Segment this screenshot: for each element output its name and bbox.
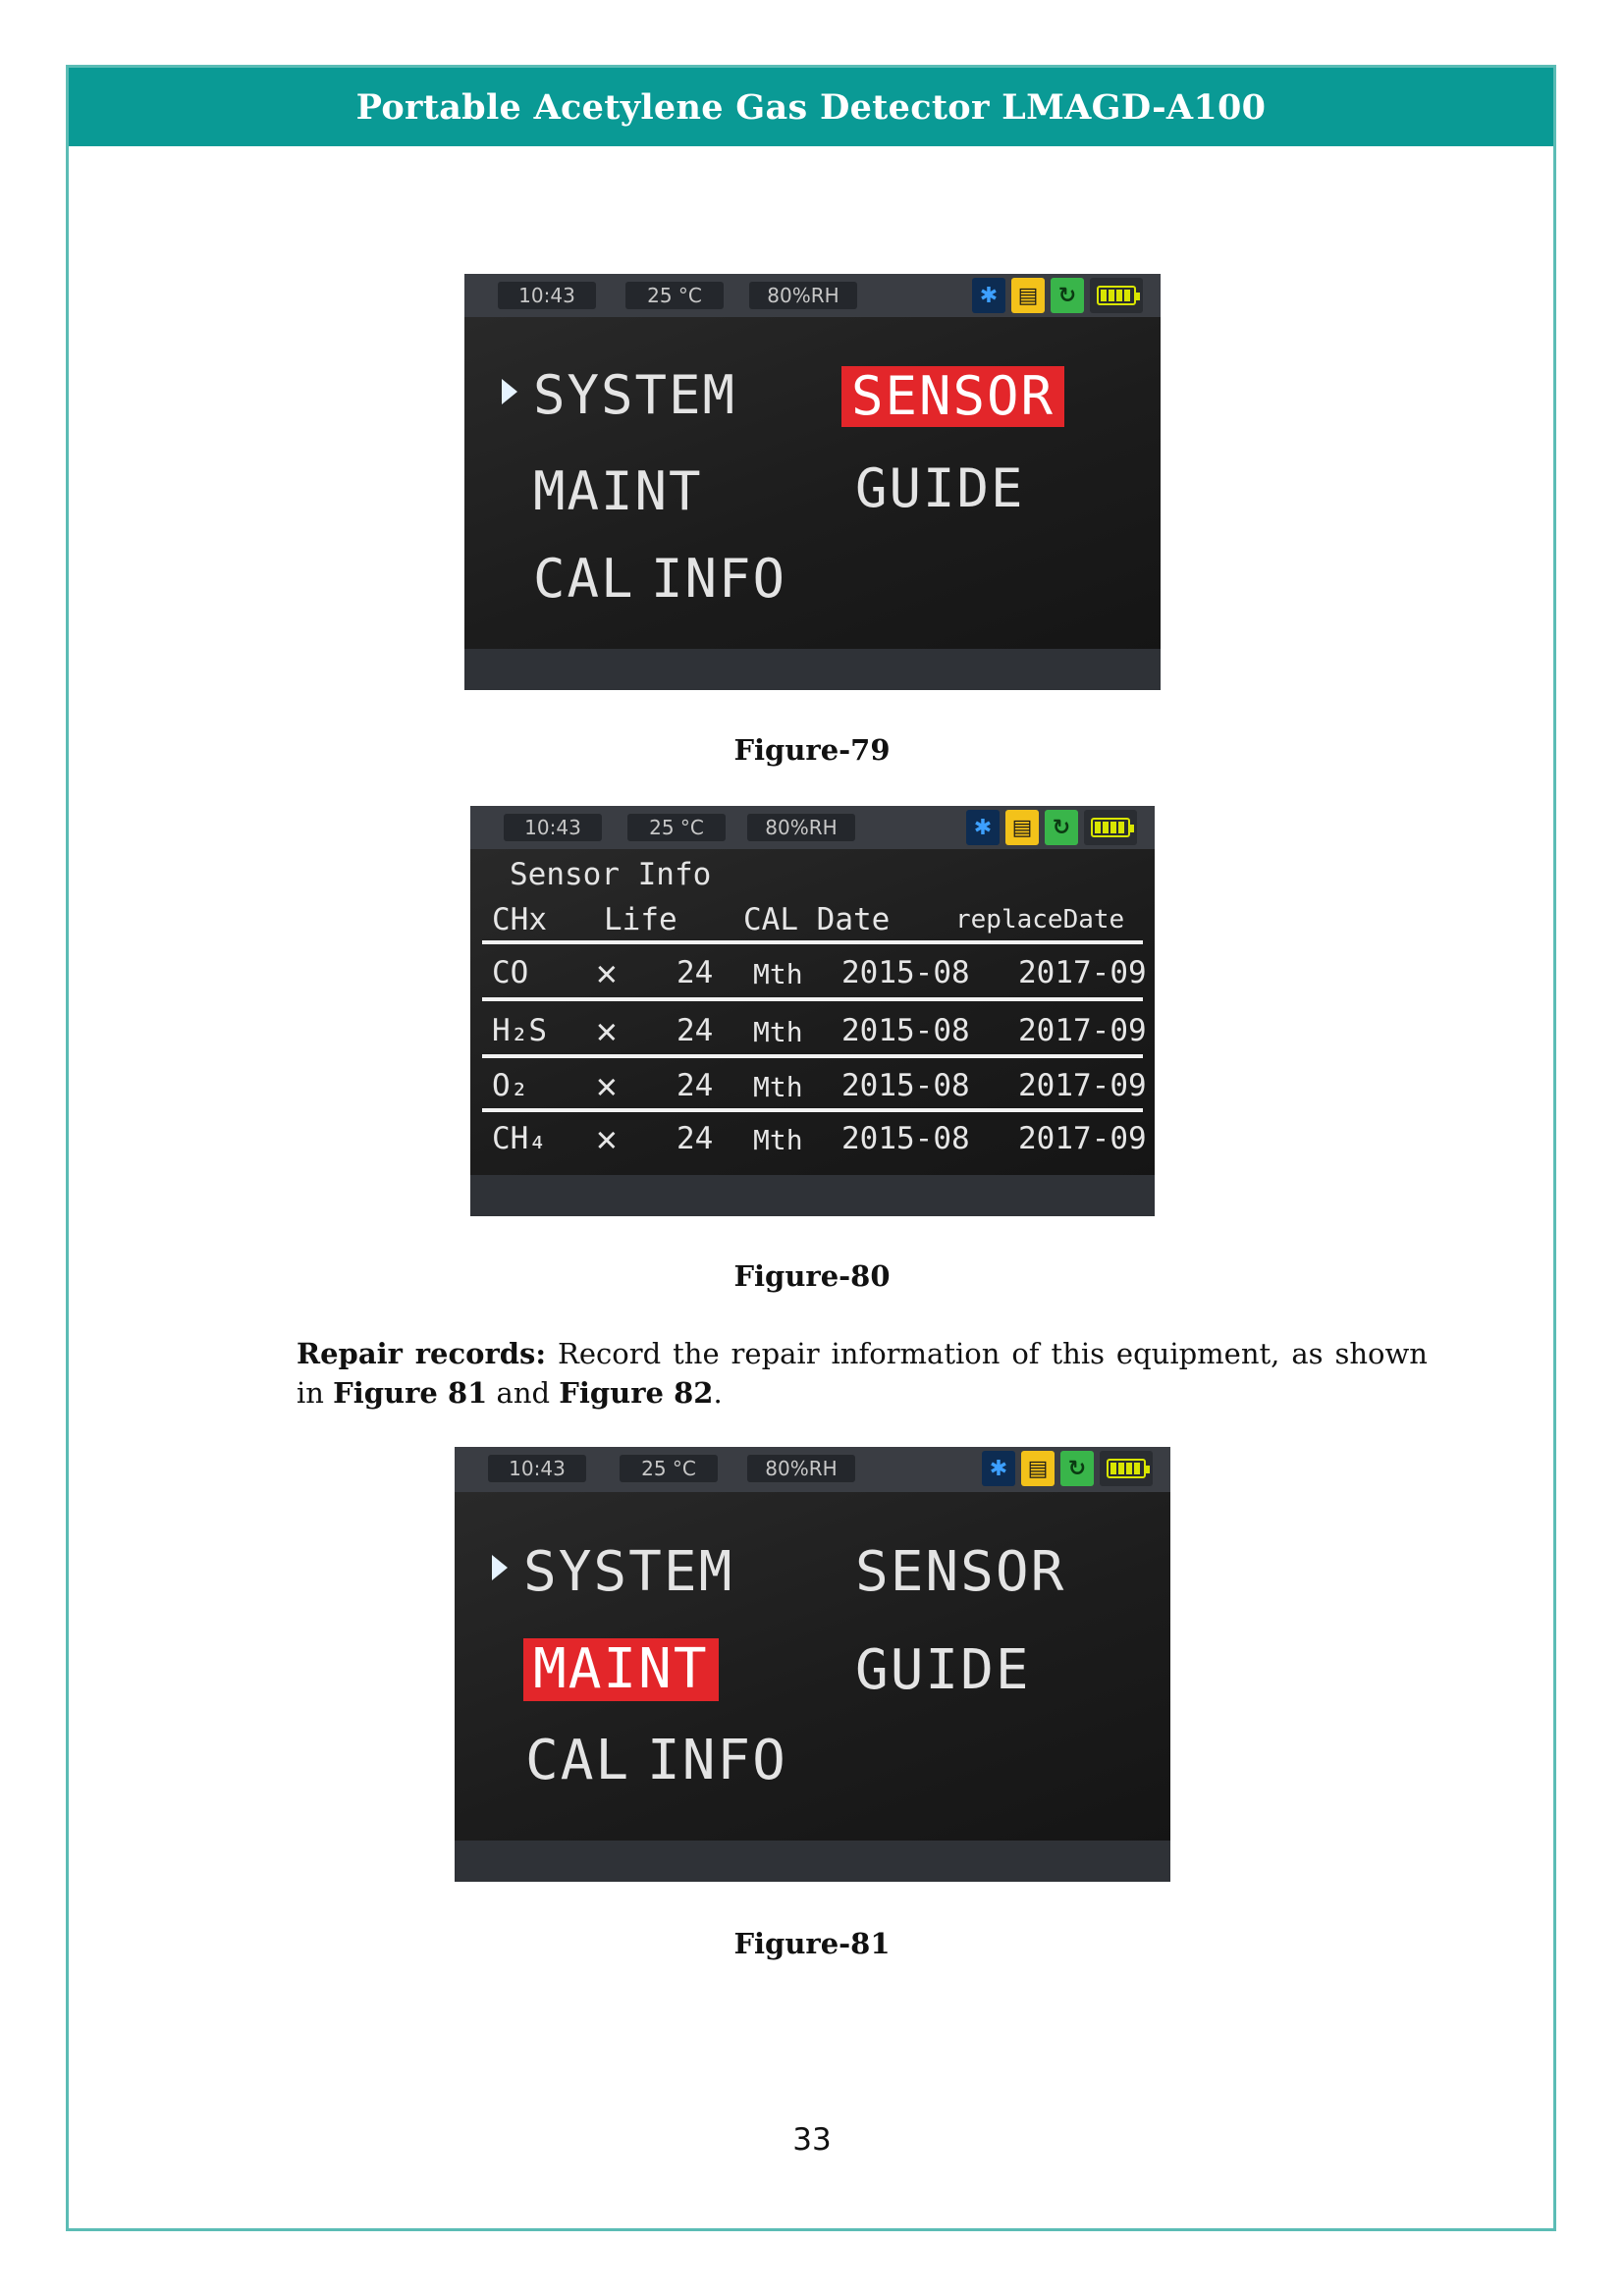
row-divider bbox=[482, 997, 1143, 1001]
status-bar bbox=[464, 274, 1161, 317]
screen-bottom-bar bbox=[464, 649, 1161, 690]
record-icon: ↻ bbox=[1051, 278, 1084, 313]
temperature-readout: 25 °C bbox=[627, 814, 726, 841]
cross-icon: ✕ bbox=[596, 1119, 618, 1159]
record-icon: ↻ bbox=[1045, 810, 1078, 845]
menu-item-system[interactable]: SYSTEM bbox=[533, 364, 737, 426]
record-icon: ↻ bbox=[1060, 1451, 1094, 1486]
battery-icon bbox=[1090, 278, 1143, 313]
table-cell-cal-date: 2015-08 bbox=[841, 1068, 970, 1103]
bluetooth-icon: ✱ bbox=[966, 810, 1000, 845]
column-header-replace-date: replaceDate bbox=[955, 905, 1125, 934]
cross-icon: ✕ bbox=[596, 1011, 618, 1051]
row-divider bbox=[482, 1108, 1143, 1112]
table-cell-replace-date: 2017-09 bbox=[1018, 955, 1147, 990]
figure-caption: Figure-79 bbox=[733, 733, 891, 767]
menu-item-info[interactable]: INFO bbox=[647, 1729, 787, 1792]
time-readout: 10:43 bbox=[488, 1455, 586, 1482]
column-header-cal-date: CAL Date bbox=[743, 902, 891, 937]
temperature-readout: 25 °C bbox=[620, 1455, 718, 1482]
table-cell-cal-date: 2015-08 bbox=[841, 1013, 970, 1048]
menu-cursor-icon bbox=[492, 1555, 508, 1580]
table-cell-gas: O₂ bbox=[492, 1068, 529, 1103]
screen-bottom-bar bbox=[455, 1841, 1170, 1882]
table-cell-replace-date: 2017-09 bbox=[1018, 1068, 1147, 1103]
column-header-chx: CHx bbox=[492, 902, 547, 937]
figure-reference: Figure 81 bbox=[333, 1376, 488, 1410]
figure-reference: Figure 82 bbox=[559, 1376, 714, 1410]
menu-item-sensor[interactable]: SENSOR bbox=[841, 366, 1064, 427]
table-cell-gas: H₂S bbox=[492, 1013, 547, 1048]
table-cell-replace-date: 2017-09 bbox=[1018, 1013, 1147, 1048]
status-icons bbox=[972, 278, 1143, 313]
temperature-readout: 25 °C bbox=[625, 282, 724, 309]
table-cell-life: 24 bbox=[677, 1121, 714, 1156]
menu-item-guide[interactable]: GUIDE bbox=[855, 1638, 1031, 1702]
status-icons bbox=[982, 1451, 1153, 1486]
save-icon: ▤ bbox=[1005, 810, 1039, 845]
header-bar bbox=[69, 68, 1553, 146]
menu-item-sensor[interactable]: SENSOR bbox=[855, 1540, 1066, 1604]
header-divider bbox=[482, 940, 1143, 944]
menu-item-system[interactable]: SYSTEM bbox=[523, 1540, 734, 1604]
table-cell-unit: Mth bbox=[753, 1016, 803, 1048]
row-divider bbox=[482, 1054, 1143, 1058]
table-cell-cal-date: 2015-08 bbox=[841, 1121, 970, 1156]
table-cell-life: 24 bbox=[677, 1013, 714, 1048]
status-bar bbox=[470, 806, 1155, 849]
sensor-info-title: Sensor Info bbox=[510, 857, 712, 892]
paragraph-text: . bbox=[713, 1376, 723, 1410]
device-screen-figure81 bbox=[455, 1447, 1170, 1882]
bluetooth-icon: ✱ bbox=[972, 278, 1005, 313]
time-readout: 10:43 bbox=[498, 282, 596, 309]
bluetooth-icon: ✱ bbox=[982, 1451, 1015, 1486]
document-title: Portable Acetylene Gas Detector LMAGD-A100 bbox=[355, 86, 1267, 128]
cross-icon: ✕ bbox=[596, 953, 618, 993]
menu-cursor-icon bbox=[502, 379, 517, 404]
humidity-readout: 80%RH bbox=[747, 814, 855, 841]
repair-records-paragraph bbox=[297, 1334, 1428, 1413]
paragraph-lead: Repair records: bbox=[297, 1337, 547, 1370]
menu-item-cal[interactable]: CAL bbox=[533, 548, 635, 610]
menu-item-maint[interactable]: MAINT bbox=[533, 460, 703, 522]
battery-icon bbox=[1100, 1451, 1153, 1486]
status-bar bbox=[455, 1447, 1170, 1492]
cross-icon: ✕ bbox=[596, 1066, 618, 1106]
save-icon: ▤ bbox=[1021, 1451, 1055, 1486]
column-header-life: Life bbox=[604, 902, 677, 937]
table-cell-gas: CO bbox=[492, 955, 529, 990]
figure-caption: Figure-81 bbox=[733, 1927, 891, 1960]
save-icon: ▤ bbox=[1011, 278, 1045, 313]
table-cell-unit: Mth bbox=[753, 1071, 803, 1103]
status-icons bbox=[966, 810, 1137, 845]
table-cell-life: 24 bbox=[677, 955, 714, 990]
table-cell-unit: Mth bbox=[753, 958, 803, 990]
page-number: 33 bbox=[792, 2122, 832, 2158]
paragraph-text: Record the repair information of this equipment, as shown in bbox=[297, 1337, 1428, 1410]
menu-item-info[interactable]: INFO bbox=[651, 548, 787, 610]
table-cell-unit: Mth bbox=[753, 1124, 803, 1156]
device-screen-figure79 bbox=[464, 274, 1161, 690]
battery-icon bbox=[1084, 810, 1137, 845]
menu-item-maint[interactable]: MAINT bbox=[523, 1638, 719, 1701]
figure-caption: Figure-80 bbox=[733, 1259, 891, 1293]
menu-item-guide[interactable]: GUIDE bbox=[855, 457, 1025, 519]
table-cell-cal-date: 2015-08 bbox=[841, 955, 970, 990]
screen-bottom-bar bbox=[470, 1175, 1155, 1216]
humidity-readout: 80%RH bbox=[749, 282, 857, 309]
menu-item-cal[interactable]: CAL bbox=[525, 1729, 631, 1792]
table-cell-life: 24 bbox=[677, 1068, 714, 1103]
table-cell-gas: CH₄ bbox=[492, 1121, 547, 1156]
humidity-readout: 80%RH bbox=[747, 1455, 855, 1482]
device-screen-figure80 bbox=[470, 806, 1155, 1216]
time-readout: 10:43 bbox=[504, 814, 602, 841]
paragraph-text: and bbox=[487, 1376, 560, 1410]
table-cell-replace-date: 2017-09 bbox=[1018, 1121, 1147, 1156]
